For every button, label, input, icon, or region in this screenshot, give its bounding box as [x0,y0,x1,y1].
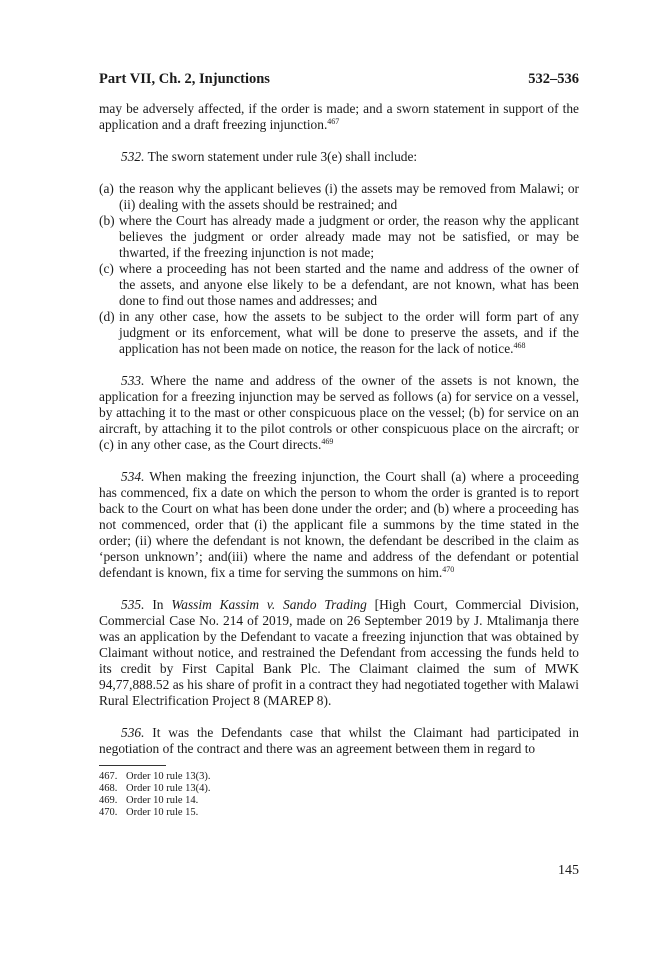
case-name: Wassim Kassim v. Sando Trading [171,597,367,612]
paragraph-number: 534 [121,469,142,484]
paragraph-text: [High Court, Commercial Division, Commercial Case No. 214 of 2019, made on 26 September 2019 by J. Mtalimanja there was an application by the Defendant to vacate a freezing injunction that was obtained by Claimant without notice, and restrained the Defendant from accessing the funds held to its credit by First Capital Bank Plc. The Claimant claimed the sum of MWK 94,77,888.52 as his share of profit in a contract they had negotiated together with Malawi Rural Electrification Project 8 (MAREP 8). [99,597,579,708]
footnote [99,807,579,819]
paragraph-536: 536. It was the Defendants case that whilst the Claimant had participated in negotiation of the contract and there was an agreement between them in regard to [99,725,579,756]
footnote [99,795,579,807]
list-item-text: the reason why the applicant believes (i) the assets may be removed from Malawi; or (ii) dealing with the assets should be restrained; and [119,181,579,212]
paragraph-number: 532 [121,149,142,164]
running-header [99,70,579,88]
list-item-text: where a proceeding has not been started and the name and address of the owner of the assets, and anyone else likely to be a defendant, are not known, what has been done to find out those names and addresses; and [119,261,579,308]
list-item [99,261,579,309]
list-item [99,181,579,213]
paragraph-number: 536 [121,725,142,740]
paragraph-number: 535 [121,597,142,612]
intro-paragraph [99,101,579,133]
footnote [99,783,579,795]
paragraph-text: It was the Defendants case that whilst the Claimant had participated in negotiation of the contract and there was an agreement between them in regard to [99,725,579,756]
footnote-number: 469. [99,795,118,806]
header-paragraph-range: 532–536 [528,71,579,87]
footnote-text: Order 10 rule 15. [126,807,199,818]
footnote-ref-467[interactable]: 467 [327,117,340,126]
paragraph-534: 534. When making the freezing injunction, the Court shall (a) where a proceeding has commenced, fix a date on which the person to whom the order is granted is to report back to the Court on what has been done under the order; and (b) where a proceeding has not commenced, order that (i) the applicant file a summons by the time stated in the order; (ii) where the defendant is not known, the defendant be described in the claim as ‘person unknown’; and(iii) where the name and address of the defendant or potential defendant is known, fix a time for serving the summons on him.$^{470}$ [99,469,580,580]
list-item-label: (c) [99,261,114,276]
footnote-number: 470. [99,807,118,818]
list-item [99,213,579,261]
list-item-label: (a) [99,181,114,196]
footnote-ref-469[interactable]: 469 [321,437,334,446]
paragraph-text: Where the name and address of the owner of the assets is not known, the application for a freezing injunction may be served as follows (a) for service on a vessel, by attaching it to the mast or other conspicuous place on the vessel; (b) for service on an aircraft, by attaching it to the pilot controls or other conspicuous place on the aircraft; or (c) in any other case, as the Court directs. [99,373,579,452]
paragraph-text: When making the freezing injunction, the Court shall (a) where a proceeding has commenced, fix a date on which the person to whom the order is granted is to report back to the Court on what has been done under the order; and (b) where a proceeding has not commenced, order that (i) the applicant file a summons by the time stated in the order; (ii) where the defendant is not known, the defendant be described in the claim as ‘person unknown’; and(iii) where the name and address of the defendant or potential defendant is known, fix a time for serving the summons on him. [99,469,580,580]
body-text [99,101,579,757]
footnote-ref-470[interactable]: 470 [442,565,455,574]
paragraph-533: 533. Where the name and address of the owner of the assets is not known, the application for a freezing injunction may be served as follows (a) for service on a vessel, by attaching it to the mast or other conspicuous place on the vessel; (b) for service on an aircraft, by attaching it to the pilot controls or other conspicuous place on the aircraft; or (c) in any other case, as the Court directs.$^{469}$ [99,373,579,452]
list-item-label: (d) [99,309,115,324]
page-number: 145 [558,863,579,878]
footnote-text: Order 10 rule 13(3). [126,771,211,782]
footnote-divider [99,765,166,766]
intro-text: may be adversely affected, if the order is made; and a sworn statement in support of the application and a draft freezing injunction. [99,101,579,132]
paragraph-535: 535. In Wassim Kassim v. Sando Trading [High Court, Commercial Division, Commercial Case No. 214 of 2019, made on 26 September 2019 by J. Mtalimanja there was an application by the Defendant to vacate a freezing injunction that was obtained by Claimant without notice, and restrained the Defendant from accessing the funds held to its credit by First Capital Bank Plc. The Claimant claimed the sum of MWK 94,77,888.52 as his share of profit in a contract they had negotiated together with Malawi Rural Electrification Project 8 (MAREP 8). [99,597,579,708]
list-item-text: in any other case, how the assets to be subject to the order will form part of any judgment or its enforcement, what will be done to preserve the assets, and if the application has not been made on notice, the reason for the lack of notice. [119,309,579,356]
header-title: Part VII, Ch. 2, Injunctions [99,71,270,87]
footnote-number: 467. [99,771,118,782]
list-item-text: where the Court has already made a judgment or order, the reason why the applicant believes the judgment or order already made may not be satisfied, or may be thwarted, if the freezing injunction is not made; [119,213,579,260]
footnote-ref-468[interactable]: 468 [513,341,526,350]
paragraph-pre: In [152,597,164,612]
footnote-text: Order 10 rule 14. [126,795,199,806]
footnote-number: 468. [99,783,118,794]
list-item [99,309,579,357]
footnote-text: Order 10 rule 13(4). [126,783,211,794]
list-item-label: (b) [99,213,115,228]
paragraph-532: 532. The sworn statement under rule 3(e) shall include: [121,149,418,164]
footnotes [99,771,579,819]
paragraph-text: The sworn statement under rule 3(e) shall include: [147,149,418,164]
footnote [99,771,579,783]
page-content [99,70,579,819]
paragraph-number: 533 [121,373,142,388]
requirements-list [99,181,579,357]
